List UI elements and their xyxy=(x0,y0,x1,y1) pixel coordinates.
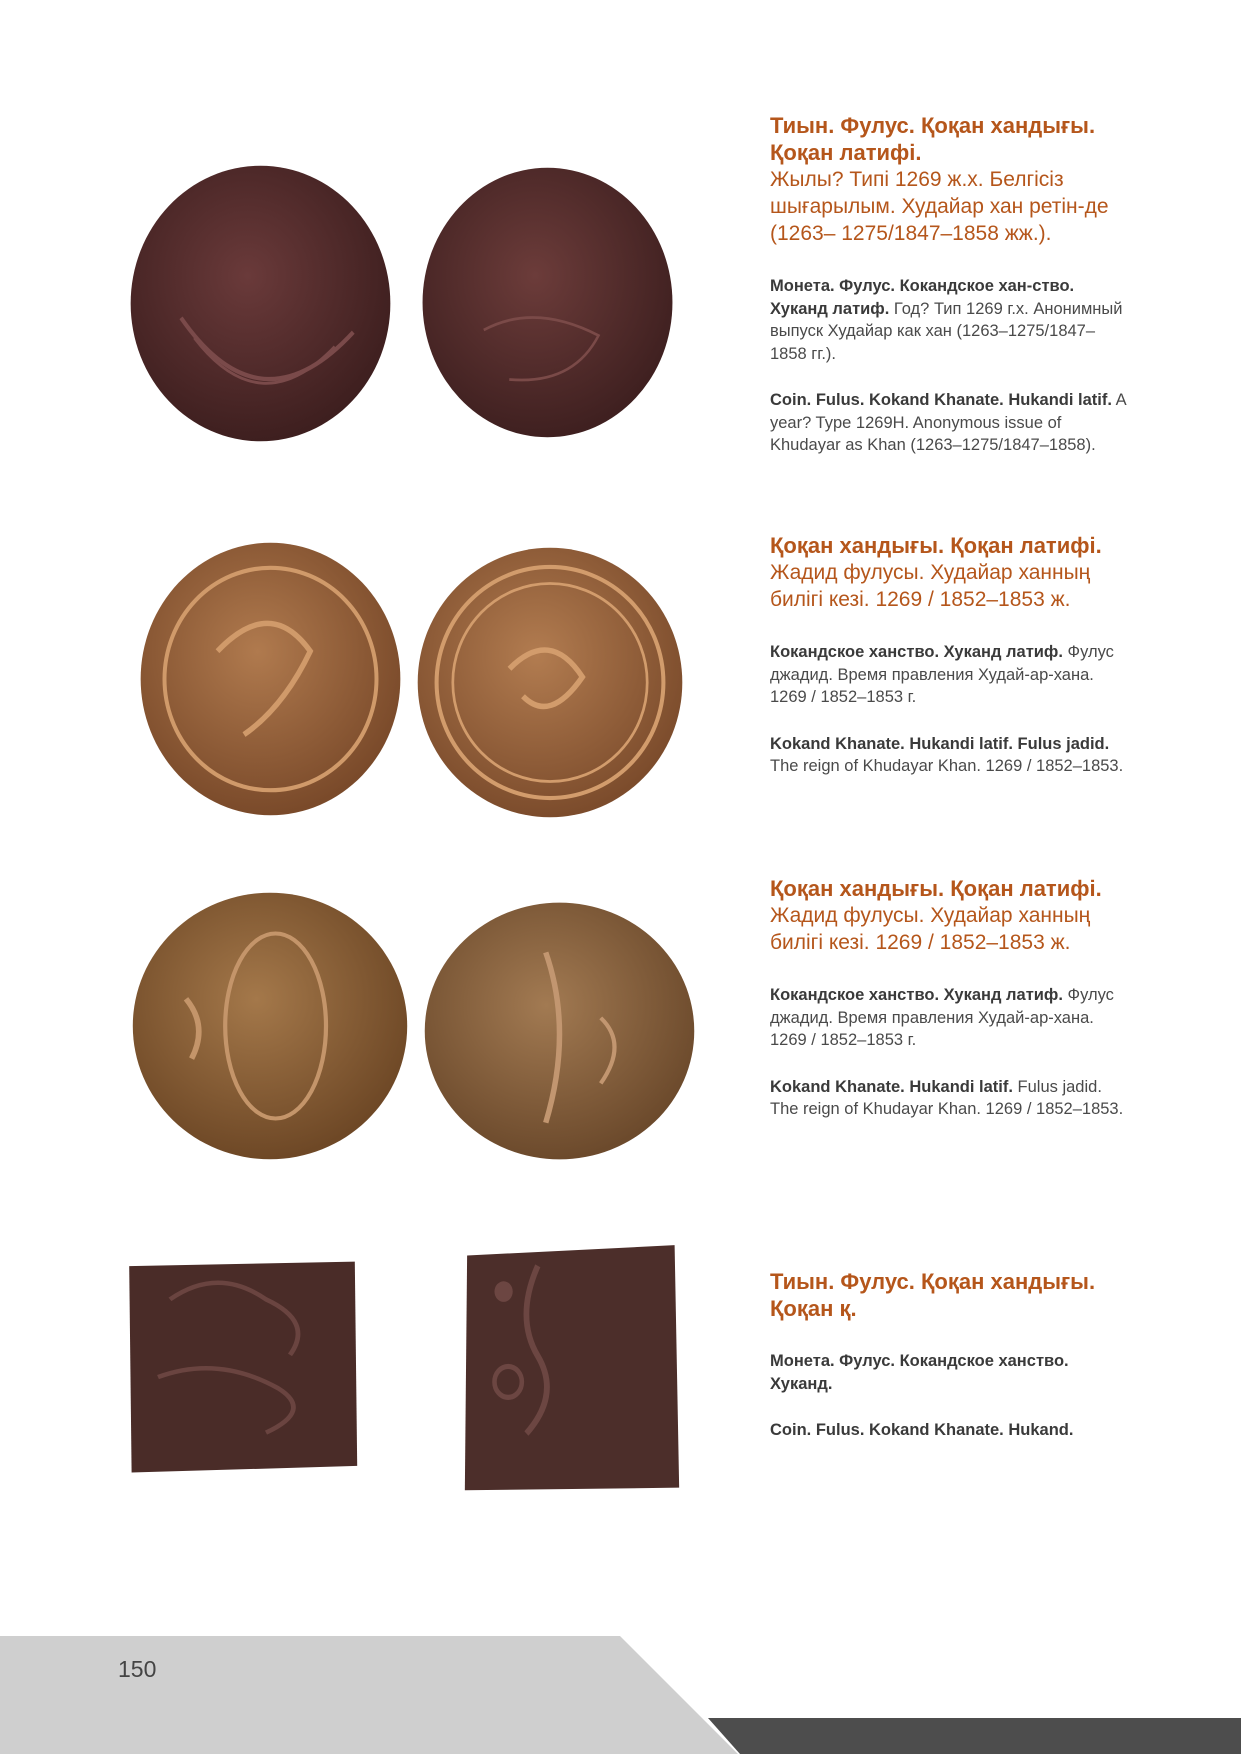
coin-4-obverse-image xyxy=(122,1255,362,1477)
ru-description xyxy=(770,275,1130,365)
ru-description xyxy=(770,641,1130,709)
kz-title: Қоқан хандығы. Қоқан латифі. xyxy=(770,876,1102,901)
kz-title: Тиын. Фулус. Қоқан хандығы. Қоқан қ. xyxy=(770,1269,1096,1321)
en-description xyxy=(770,389,1130,457)
en-bold: Coin. Fulus. Kokand Khanate. Hukandi latif. xyxy=(770,391,1112,409)
kz-subtitle: Жадид фулусы. Худайар ханның билігі кезі. 1269 / 1852–1853 ж. xyxy=(770,904,1091,954)
en-text: Fulus jadid. The reign of Khudayar Khan. 1269 / 1852–1853. xyxy=(770,1077,1124,1118)
ru-description xyxy=(770,984,1130,1052)
en-bold: Coin. Fulus. Kokand Khanate. Hukand. xyxy=(770,1421,1074,1439)
kz-title: Тиын. Фулус. Қоқан хандығы. Қоқан латифі. xyxy=(770,113,1096,165)
ru-bold: Монета. Фулус. Кокандское хан-ство. Хуканд латиф. xyxy=(770,277,1075,318)
en-text: A year? Type 1269H. Anonymous issue of Khudayar as Khan (1263–1275/1847–1858). xyxy=(770,391,1126,454)
coin-1-reverse-image xyxy=(420,165,675,440)
page-number: 150 xyxy=(118,1656,157,1682)
entry-3-description xyxy=(770,875,1130,1121)
coin-1-obverse-image xyxy=(128,160,393,447)
entry-2-description xyxy=(770,532,1130,778)
ru-bold: Кокандское ханство. Хуканд латиф. xyxy=(770,643,1063,661)
en-description xyxy=(770,1076,1130,1121)
ru-text: Фулус джадид. Время правления Худай-ар-хана. 1269 / 1852–1853 г. xyxy=(770,643,1114,706)
en-bold: Kokand Khanate. Hukandi latif. Fulus jadid. xyxy=(770,734,1110,753)
en-bold: Kokand Khanate. Hukandi latif. xyxy=(770,1077,1013,1096)
ru-bold: Кокандское ханство. Хуканд латиф. xyxy=(770,986,1063,1004)
en-text: The reign of Khudayar Khan. 1269 / 1852–1853. xyxy=(770,757,1124,775)
en-description xyxy=(770,1419,1130,1442)
coin-3-reverse-image xyxy=(422,900,697,1162)
coin-4-reverse-image xyxy=(458,1240,686,1498)
footer-band xyxy=(0,1636,1241,1754)
ru-text: Год? Тип 1269 г.х. Анонимный выпуск Худайар как хан (1263–1275/1847–1858 гг.). xyxy=(770,299,1123,363)
entry-1-description xyxy=(770,112,1130,457)
kz-title: Қоқан хандығы. Қоқан латифі. xyxy=(770,533,1102,558)
ru-text: Фулус джадид. Время правления Худай-ар-хана. 1269 / 1852–1853 г. xyxy=(770,986,1114,1049)
ru-description xyxy=(770,1350,1130,1395)
coin-3-obverse-image xyxy=(130,890,410,1162)
kz-subtitle: Жадид фулусы. Худайар ханның билігі кезі. 1269 / 1852–1853 ж. xyxy=(770,561,1091,611)
coin-2-obverse-image xyxy=(138,540,403,818)
kz-subtitle: Жылы? Типі 1269 ж.х. Белгісіз шығарылым. Худайар хан ретін-де (1263– 1275/1847–1858 жж.). xyxy=(770,168,1109,245)
ru-bold: Монета. Фулус. Кокандское ханство. Хуканд. xyxy=(770,1352,1069,1393)
entry-4-description xyxy=(770,1268,1130,1442)
coin-2-reverse-image xyxy=(415,545,685,820)
en-description xyxy=(770,733,1130,778)
